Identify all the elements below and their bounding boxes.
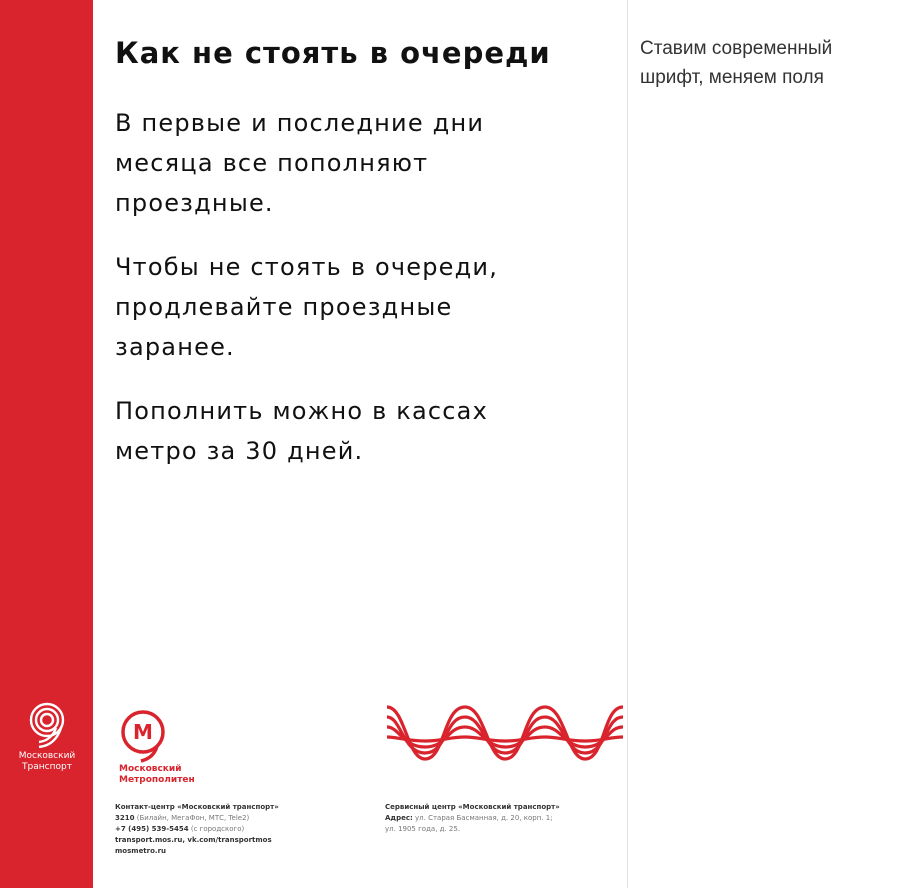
paragraph-1 [115, 103, 484, 223]
paragraph-line: продлевайте проездные [115, 293, 453, 321]
poster [93, 0, 628, 888]
wave-ornament-icon [385, 703, 625, 763]
paragraph-line: В первые и последние дни [115, 109, 485, 137]
note-line: шрифт, меняем поля [640, 67, 824, 88]
paragraph-line: месяца все пополняют [115, 149, 429, 177]
contact-center-label: Контакт-центр «Московский транспорт» [115, 803, 279, 811]
paragraph-line: Чтобы не стоять в очереди, [115, 253, 499, 281]
address-value: ул. Старая Басманная, д. 20, корп. 1; [412, 814, 553, 822]
annotation-panel [628, 0, 914, 888]
transport-nine-icon [23, 700, 71, 748]
contact-websites[interactable]: transport.mos.ru, vk.com/transportmos [115, 836, 272, 844]
annotation-note [640, 34, 832, 92]
paragraph-line: заранее. [115, 333, 235, 361]
moscow-transport-logo [6, 700, 88, 773]
paragraph-line: метро за 30 дней. [115, 437, 364, 465]
long-number: +7 (495) 539-5454 [115, 825, 189, 833]
transport-logo-line: Московский [18, 751, 76, 761]
metro-logo-icon [113, 706, 173, 764]
contact-info [115, 802, 279, 857]
metro-letter: М [133, 720, 153, 744]
contact-phone-long [115, 824, 279, 835]
metro-logo-text [119, 764, 195, 786]
address-label: Адрес: [385, 814, 413, 822]
contact-phone-short [115, 813, 279, 824]
note-line: Ставим современный [640, 38, 833, 59]
service-address-2: ул. 1905 года, д. 25. [385, 825, 461, 833]
metro-logo-line: Метрополитен [119, 775, 195, 785]
service-address [385, 813, 560, 824]
service-center-info [385, 802, 560, 835]
contact-metro-site[interactable]: mosmetro.ru [115, 847, 167, 855]
service-center-label: Сервисный центр «Московский транспорт» [385, 803, 560, 811]
paragraph-2 [115, 247, 498, 367]
page-title: Как не стоять в очереди [115, 36, 551, 70]
transport-logo-line: Транспорт [22, 762, 72, 772]
short-number: 3210 [115, 814, 135, 822]
transport-logo-text [6, 751, 88, 773]
paragraph-3 [115, 391, 488, 471]
metro-logo-line: Московский [119, 764, 182, 774]
long-number-note: (с городского) [188, 825, 245, 833]
paragraph-line: Пополнить можно в кассах [115, 397, 488, 425]
paragraph-line: проездные. [115, 189, 274, 217]
short-number-note: (Билайн, МегаФон, МТС, Tele2) [134, 814, 250, 822]
red-side-strip [0, 0, 93, 888]
